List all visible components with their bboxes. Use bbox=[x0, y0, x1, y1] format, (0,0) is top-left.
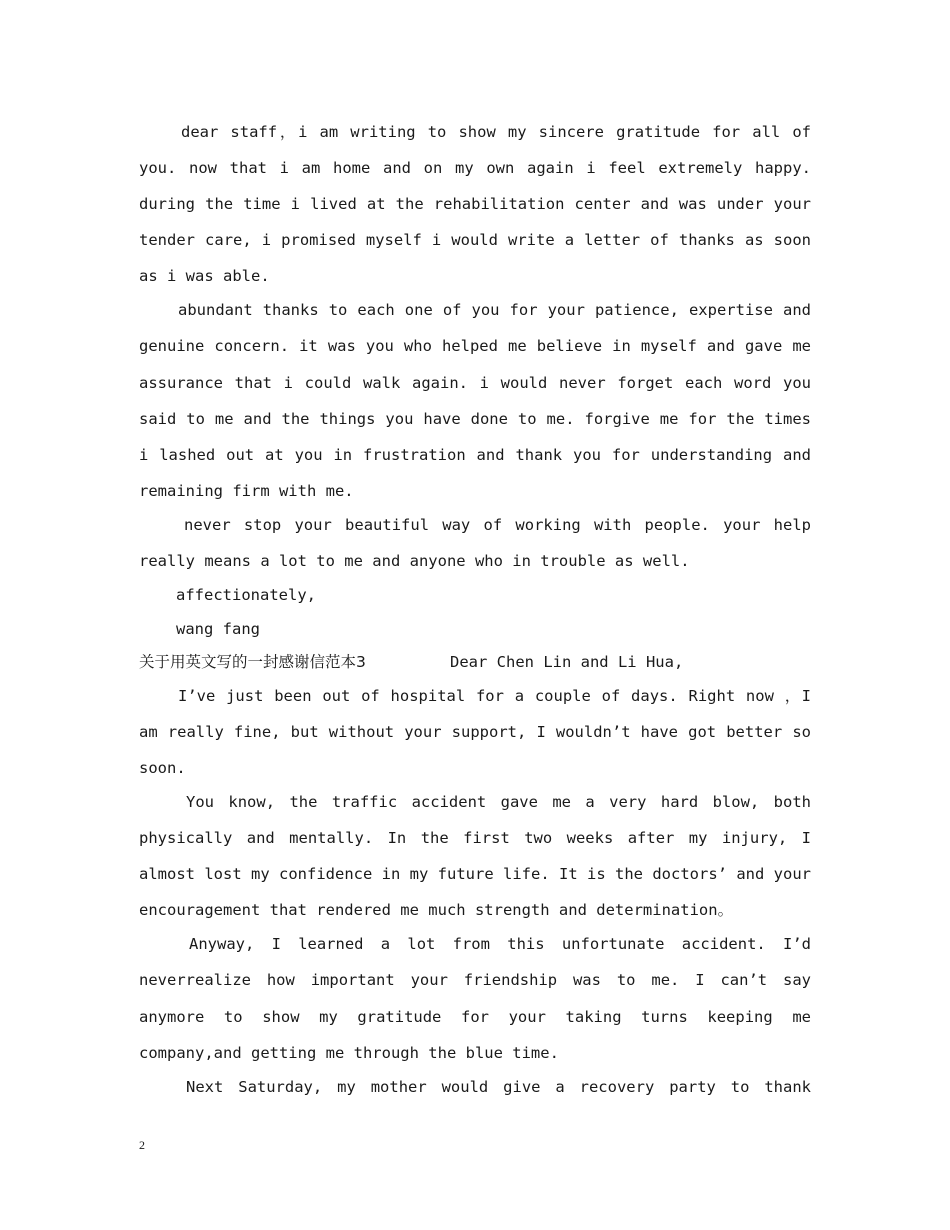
text-line: almost lost my confidence in my future life. It is the doctors’ and your bbox=[139, 865, 811, 883]
section-heading: 关于用英文写的一封感谢信范本3 bbox=[139, 653, 366, 671]
text-line: You know, the traffic accident gave me a very hard blow, both bbox=[186, 793, 811, 811]
text-line: never stop your beautiful way of working with people. your help bbox=[184, 516, 811, 534]
text-line: Next Saturday, my mother would give a recovery party to thank bbox=[186, 1078, 811, 1096]
text-line: wang fang bbox=[176, 620, 260, 638]
text-line: tender care, i promised myself i would write a letter of thanks as soon bbox=[139, 231, 811, 249]
text-line: genuine concern. it was you who helped me believe in myself and gave me bbox=[139, 337, 811, 355]
text-line: Dear Chen Lin and Li Hua, bbox=[450, 653, 684, 671]
text-line: i lashed out at you in frustration and thank you for understanding and bbox=[139, 446, 811, 464]
text-line: physically and mentally. In the first two weeks after my injury, I bbox=[139, 829, 811, 847]
text-line: really means a lot to me and anyone who in trouble as well. bbox=[139, 552, 690, 570]
text-line: company,and getting me through the blue time. bbox=[139, 1044, 559, 1062]
text-line: Anyway, I learned a lot from this unfortunate accident. I’d bbox=[189, 935, 811, 953]
text-line: remaining firm with me. bbox=[139, 482, 354, 500]
text-line: dear staff，i am writing to show my sincere gratitude for all of bbox=[181, 123, 811, 141]
text-line: I’ve just been out of hospital for a couple of days. Right now ，I bbox=[178, 687, 811, 705]
text-line: during the time i lived at the rehabilitation center and was under your bbox=[139, 195, 811, 213]
text-line: assurance that i could walk again. i would never forget each word you bbox=[139, 374, 811, 392]
text-line: as i was able. bbox=[139, 267, 270, 285]
text-line: am really fine, but without your support, I wouldn’t have got better so bbox=[139, 723, 811, 741]
text-line: affectionately, bbox=[176, 586, 316, 604]
text-line: abundant thanks to each one of you for your patience, expertise and bbox=[178, 301, 811, 319]
text-line: said to me and the things you have done to me. forgive me for the times bbox=[139, 410, 811, 428]
text-line: encouragement that rendered me much strength and determination。 bbox=[139, 901, 734, 919]
text-line: anymore to show my gratitude for your taking turns keeping me bbox=[139, 1008, 811, 1026]
text-line: neverrealize how important your friendship was to me. I can’t say bbox=[139, 971, 811, 989]
page-number: 2 bbox=[139, 1138, 145, 1152]
text-line: soon. bbox=[139, 759, 186, 777]
text-line: you. now that i am home and on my own again i feel extremely happy. bbox=[139, 159, 811, 177]
